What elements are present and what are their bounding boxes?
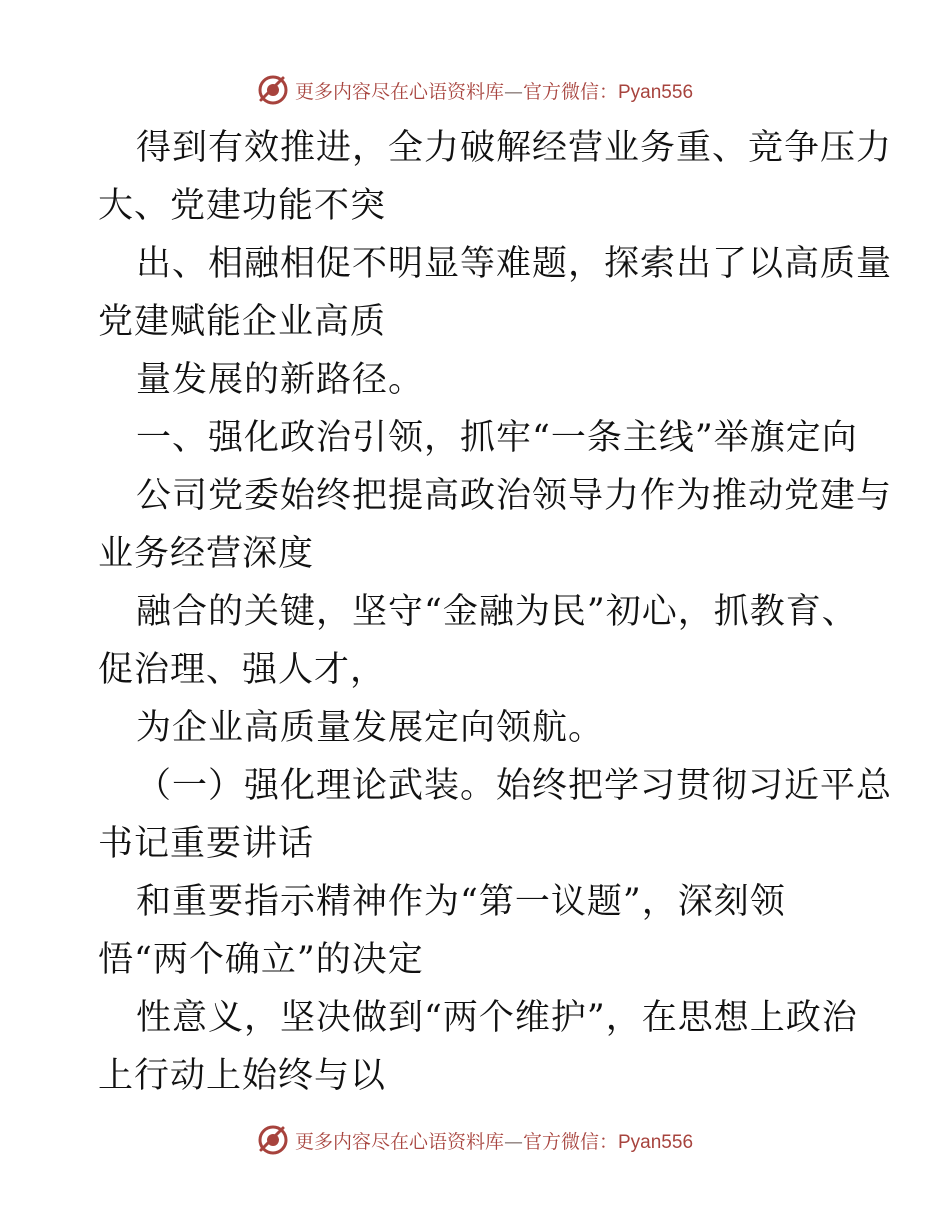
watermark-main-text: 更多内容尽在心语资料库 (294, 1130, 504, 1153)
watermark-id: Pyan556 (618, 1131, 694, 1153)
text-line: 性意义，坚决做到“两个维护”，在思想上政治 (136, 998, 858, 1038)
text-line: 业务经营深度 (98, 534, 315, 574)
text-line: 得到有效推进，全力破解经营业务重、竞争压力 (136, 128, 893, 168)
watermark-main-text: 更多内容尽在心语资料库 (294, 80, 504, 103)
watermark-id: Pyan556 (618, 81, 694, 103)
text-line: 公司党委始终把提高政治领导力作为推动党建与 (136, 476, 893, 516)
subsection-heading: （一）强化理论武装。始终把学习贯彻习近平总 (136, 766, 893, 806)
watermark-dash: — (503, 80, 523, 103)
text-line: 党建赋能企业高质 (98, 302, 387, 342)
text-line: 为企业高质量发展定向领航。 (136, 708, 605, 748)
header-watermark (0, 70, 950, 110)
watermark-text (295, 1127, 693, 1154)
section-heading: 一、强化政治引领，抓牢“一条主线”举旗定向 (136, 418, 858, 458)
watermark-text (295, 77, 693, 104)
text-line: 和重要指示精神作为“第一议题”，深刻领 (136, 882, 786, 922)
watermark-logo-icon (257, 1124, 289, 1156)
footer-watermark (0, 1120, 950, 1160)
text-line: 上行动上始终与以 (98, 1056, 387, 1096)
text-line: 出、相融相促不明显等难题，探索出了以高质量 (136, 244, 893, 284)
text-line: 量发展的新路径。 (136, 360, 425, 400)
text-line: 融合的关键，坚守“金融为民”初心，抓教育、 (136, 592, 858, 632)
watermark-label: 官方微信： (522, 80, 618, 103)
text-line: 大、党建功能不突 (98, 186, 387, 226)
text-line: 悟“两个确立”的决定 (98, 940, 424, 980)
text-line: 促治理、强人才， (98, 650, 387, 690)
watermark-dash: — (503, 1130, 523, 1153)
text-line: 书记重要讲话 (98, 824, 315, 864)
watermark-logo-icon (257, 74, 289, 106)
watermark-label: 官方微信： (522, 1130, 618, 1153)
